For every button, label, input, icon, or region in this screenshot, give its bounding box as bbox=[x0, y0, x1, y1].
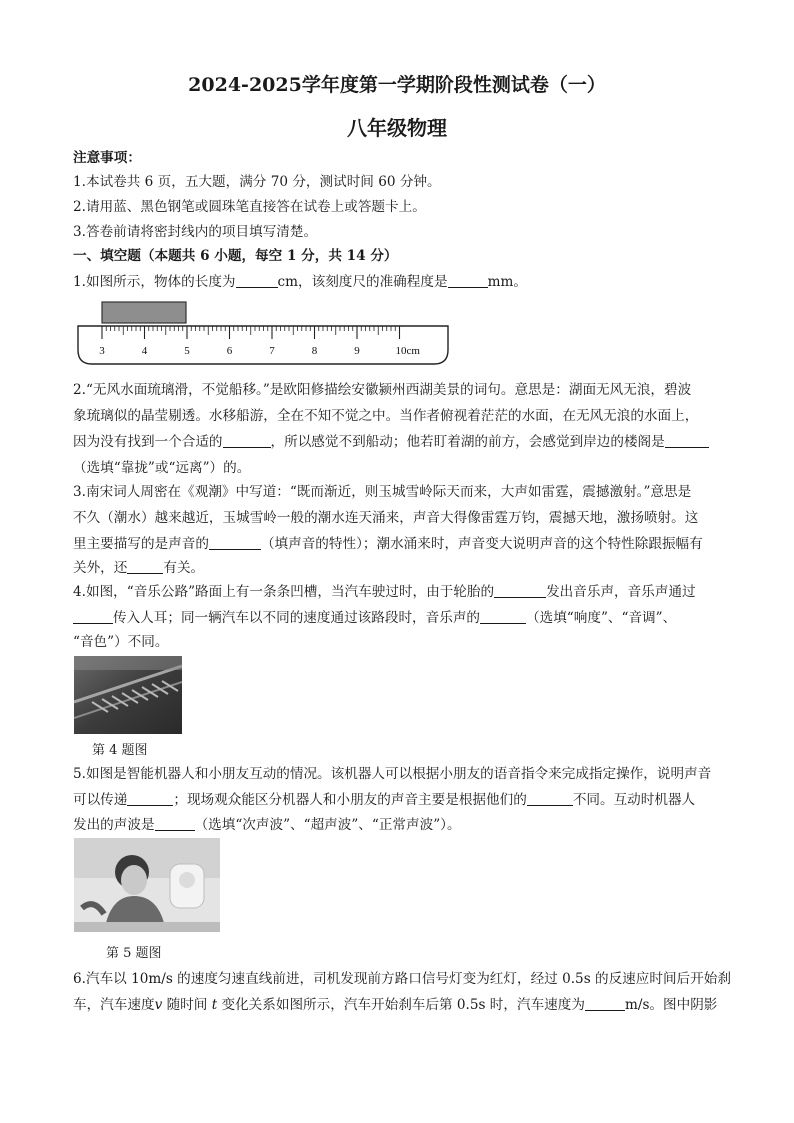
notice-heading: 注意事项： bbox=[73, 150, 141, 166]
ruler-label: 4 bbox=[141, 345, 148, 357]
question-5-line-2: 可以传递 ；现场观众能区分机器人和小朋友的声音主要是根据他们的 不同。互动时机器人 bbox=[73, 792, 696, 808]
notice-item-3: 3.答卷前请将密封线内的项目填写清楚。 bbox=[73, 224, 318, 240]
time-symbol: t bbox=[211, 997, 218, 1013]
answer-blank[interactable] bbox=[155, 816, 195, 831]
answer-blank[interactable] bbox=[236, 273, 278, 288]
question-5-line-3: 发出的声波是 （选填“次声波”、“超声波”、“正常声波”）。 bbox=[73, 817, 461, 833]
answer-blank[interactable] bbox=[127, 791, 173, 806]
ruler-figure bbox=[76, 298, 452, 370]
question-3-line-1: 3.南宋词人周密在《观潮》中写道：“既而渐近，则玉城雪岭际天而来，大声如雷霆，震撼激射。”意思是 bbox=[73, 484, 692, 500]
answer-blank[interactable] bbox=[480, 609, 526, 624]
answer-blank[interactable] bbox=[494, 583, 546, 598]
velocity-symbol: v bbox=[154, 997, 163, 1013]
answer-blank[interactable] bbox=[73, 609, 113, 624]
figure-5-caption: 第 5 题图 bbox=[106, 946, 162, 961]
question-2-line-1: 2.“无风水面琉璃滑，不觉船移。”是欧阳修描绘安徽颍州西湖美景的词句。意思是：湖面无风无浪，碧波 bbox=[73, 382, 692, 398]
figure-4-caption: 第 4 题图 bbox=[92, 743, 148, 758]
notice-item-2: 2.请用蓝、黑色钢笔或圆珠笔直接答在试卷上或答题卡上。 bbox=[73, 199, 426, 215]
question-4-line-2: 传入人耳；同一辆汽车以不同的速度通过该路段时，音乐声的 （选填“响度”、“音调”、 bbox=[73, 605, 721, 631]
ruler-label: 5 bbox=[184, 345, 190, 357]
notice-item-1: 1.本试卷共 6 页，五大题，满分 70 分，测试时间 60 分钟。 bbox=[73, 174, 441, 190]
ruler-label: 6 bbox=[226, 345, 233, 357]
question-3-line-2: 不久（潮水）越来越近，玉城雪岭一般的潮水连天涌来，声音大得像雷霆万钧，震撼天地，激扬喷射。这 bbox=[73, 510, 699, 526]
answer-blank[interactable] bbox=[209, 535, 261, 550]
question-3-line-3: 里主要描写的是声音的 （填声音的特性）；潮水涌来时，声音变大说明声音的这个特性除跟振幅有 bbox=[73, 536, 703, 552]
answer-blank[interactable] bbox=[665, 433, 709, 448]
answer-blank[interactable] bbox=[585, 996, 625, 1011]
question-6-line-1: 6.汽车以 10m/s 的速度匀速直线前进，司机发现前方路口信号灯变为红灯，经过 0.5s 的反速应时间后开始刹 bbox=[73, 971, 731, 987]
exam-title: 2024-2025学年度第一学期阶段性测试卷（一） bbox=[188, 74, 606, 96]
answer-blank[interactable] bbox=[223, 433, 271, 448]
question-2-line-3: 因为没有找到一个合适的 ，所以感觉不到船动；他若盯着湖的前方，会感觉到岸边的楼阁是 bbox=[73, 429, 721, 455]
question-3-line-4: 关外，还 有关。 bbox=[73, 560, 205, 576]
ruler-label: 7 bbox=[269, 345, 275, 357]
question-5-line-1: 5.如图是智能机器人和小朋友互动的情况。该机器人可以根据小朋友的语音指令来完成指定操作，说明声音 bbox=[73, 766, 712, 782]
music-road-photo bbox=[74, 656, 182, 734]
answer-blank[interactable] bbox=[448, 273, 488, 288]
question-2-line-2: 象琉璃似的晶莹剔透。水移船游，全在不知不觉之中。当作者俯视着茫茫的水面，在无风无浪的水面上， bbox=[73, 408, 699, 424]
ruler-label: 3 bbox=[99, 345, 105, 357]
ruler-label: 9 bbox=[354, 345, 360, 357]
answer-blank[interactable] bbox=[527, 791, 573, 806]
ruler-body bbox=[78, 326, 448, 364]
robot-child-photo bbox=[74, 838, 220, 932]
question-1: 1.如图所示，物体的长度为 cm，该刻度尺的准确程度是 mm。 bbox=[73, 274, 527, 290]
section-heading: 一、填空题（本题共 6 小题，每空 1 分，共 14 分） bbox=[73, 248, 398, 264]
ruler-label: 8 bbox=[311, 345, 318, 357]
ruler-label: 10cm bbox=[395, 345, 420, 357]
question-6-line-2: 车，汽车速度v 随时间 t 变化关系如图所示，汽车开始刹车后第 0.5s 时，汽车速度为 m/s。图中阴影 bbox=[73, 997, 718, 1013]
exam-subtitle: 八年级物理 bbox=[347, 116, 447, 140]
measured-block bbox=[102, 302, 186, 323]
question-4-line-1: 4.如图，“音乐公路”路面上有一条条凹槽，当汽车驶过时，由于轮胎的 发出音乐声，音乐声通过 bbox=[73, 584, 696, 600]
question-4-line-3: “音色”）不同。 bbox=[73, 634, 169, 650]
question-2-line-4: （选填“靠拢”或“远离”）的。 bbox=[73, 460, 251, 476]
answer-blank[interactable] bbox=[127, 559, 163, 574]
